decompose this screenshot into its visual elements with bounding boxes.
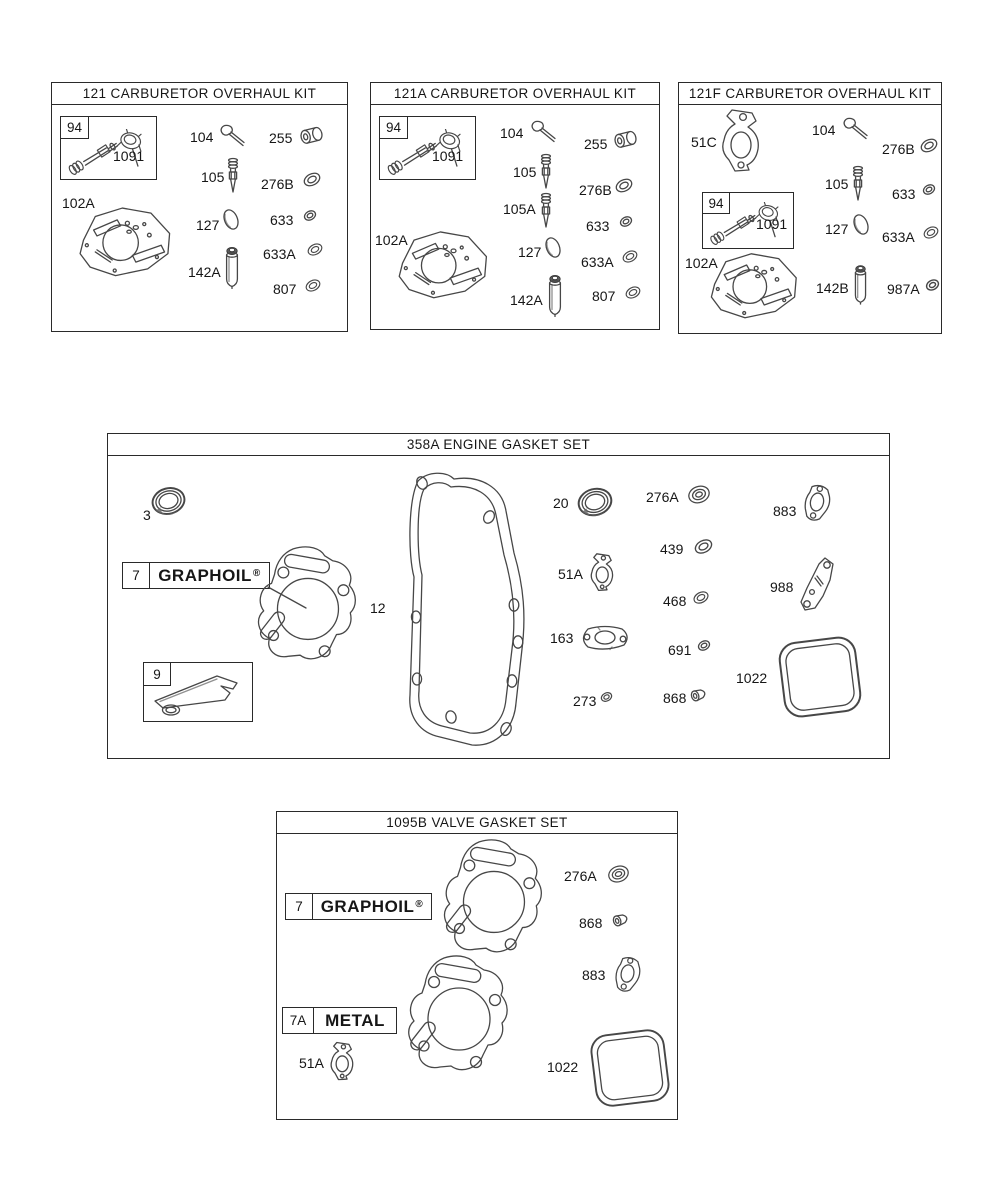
kit-121F-title: 121F CARBURETOR OVERHAUL KIT bbox=[679, 83, 941, 105]
part-label-20: 20 bbox=[553, 495, 569, 511]
part-label-105: 105 bbox=[201, 169, 225, 185]
diaphragm-disc-icon bbox=[851, 213, 871, 236]
fuel-filter-icon bbox=[547, 274, 563, 317]
set-1095B-title: 1095B VALVE GASKET SET bbox=[277, 812, 677, 834]
plug-cap-icon bbox=[689, 687, 708, 703]
part-label-94: 94 bbox=[702, 192, 730, 214]
part-label-102A: 102A bbox=[685, 255, 718, 271]
set-1095B-box bbox=[276, 811, 678, 1120]
part-label-807: 807 bbox=[273, 281, 297, 297]
part-label-276B: 276B bbox=[579, 182, 612, 198]
kit-121A-group-94-box bbox=[379, 116, 476, 180]
o-ring-icon bbox=[624, 285, 642, 300]
part-label-633: 633 bbox=[270, 212, 294, 228]
o-ring-icon bbox=[693, 537, 714, 556]
intake-flange-gasket-icon bbox=[716, 107, 762, 172]
part-label-102A: 102A bbox=[62, 195, 95, 211]
choke-link-icon bbox=[841, 116, 869, 140]
part-label-633: 633 bbox=[892, 186, 916, 202]
metal-label: METAL bbox=[325, 1010, 385, 1030]
kit-121F-group-94-box bbox=[702, 192, 794, 249]
choke-link-icon bbox=[218, 123, 246, 147]
part-label-868: 868 bbox=[579, 915, 603, 931]
graphoil-label: GRAPHOIL ® bbox=[158, 565, 261, 585]
part-label-276B: 276B bbox=[261, 176, 294, 192]
exhaust-gasket-icon bbox=[801, 481, 834, 524]
part-label-94: 94 bbox=[60, 116, 89, 139]
part-label-7: 7 bbox=[123, 563, 150, 588]
part-label-273: 273 bbox=[573, 693, 597, 709]
exhaust-gasket-icon bbox=[612, 953, 644, 995]
kit-121F-box bbox=[678, 82, 942, 334]
dipstick-tube-seal-icon bbox=[147, 669, 248, 718]
valve-cover-gasket-icon bbox=[586, 1024, 674, 1112]
fuel-filter-icon bbox=[224, 246, 240, 289]
part-label-1022: 1022 bbox=[547, 1059, 579, 1075]
set-358A-title: 358A ENGINE GASKET SET bbox=[108, 434, 889, 456]
seal-ring-icon bbox=[619, 215, 633, 228]
part-label-988: 988 bbox=[770, 579, 794, 595]
part-label-255: 255 bbox=[269, 130, 293, 146]
group-9-box bbox=[143, 662, 253, 722]
part-label-51A: 51A bbox=[558, 566, 583, 582]
part-label-807: 807 bbox=[592, 288, 616, 304]
cylinder-head-gasket-icon bbox=[251, 543, 361, 667]
set-358A-box bbox=[107, 433, 890, 759]
o-ring-icon bbox=[306, 242, 324, 257]
intake-flange-gasket-icon bbox=[587, 552, 615, 591]
part-label-104: 104 bbox=[812, 122, 836, 138]
carburetor-plate-gasket-icon bbox=[704, 249, 802, 321]
bracket-gasket-icon bbox=[799, 556, 835, 613]
cylinder-head-gasket-icon bbox=[437, 836, 547, 960]
part-label-868: 868 bbox=[663, 690, 687, 706]
seal-ring-icon bbox=[696, 639, 712, 652]
grommet-ring-icon bbox=[606, 863, 631, 885]
o-ring-icon bbox=[302, 171, 322, 188]
part-label-142A: 142A bbox=[188, 264, 221, 280]
part-label-7A: 7A bbox=[283, 1008, 314, 1033]
kit-121A-title: 121A CARBURETOR OVERHAUL KIT bbox=[371, 83, 659, 105]
part-label-105: 105 bbox=[825, 176, 849, 192]
kit-121-title: 121 CARBURETOR OVERHAUL KIT bbox=[52, 83, 347, 105]
part-label-127: 127 bbox=[825, 221, 849, 237]
part-label-691: 691 bbox=[668, 642, 692, 658]
part-label-633A: 633A bbox=[581, 254, 614, 270]
cylinder-head-gasket-icon bbox=[402, 952, 512, 1078]
part-label-276A: 276A bbox=[564, 868, 597, 884]
plug-cap-icon bbox=[611, 912, 630, 928]
needle-valve-icon bbox=[851, 165, 865, 202]
intake-flange-gasket-icon bbox=[327, 1040, 355, 1081]
part-label-1022: 1022 bbox=[736, 670, 768, 686]
seal-ring-icon bbox=[922, 183, 936, 196]
part-label-12: 12 bbox=[370, 600, 386, 616]
kit-121A-box bbox=[370, 82, 660, 330]
part-label-255: 255 bbox=[584, 136, 608, 152]
part-label-127: 127 bbox=[196, 217, 220, 233]
part-label-9: 9 bbox=[143, 662, 171, 686]
part-label-439: 439 bbox=[660, 541, 684, 557]
part-label-102A: 102A bbox=[375, 232, 408, 248]
part-label-1091: 1091 bbox=[432, 148, 464, 164]
part-label-987A: 987A bbox=[887, 281, 920, 297]
o-ring-icon bbox=[922, 225, 940, 240]
graphoil-material-box bbox=[122, 562, 270, 589]
o-ring-icon bbox=[304, 278, 322, 293]
part-label-1091: 1091 bbox=[113, 148, 145, 164]
seal-ring-icon bbox=[924, 278, 941, 292]
part-label-105: 105 bbox=[513, 164, 537, 180]
kit-121-box bbox=[51, 82, 348, 332]
graphoil-material-box bbox=[285, 893, 432, 920]
needle-valve-icon bbox=[539, 153, 553, 190]
carburetor-plate-gasket-icon bbox=[391, 227, 493, 301]
oil-seal-icon bbox=[148, 481, 190, 522]
part-label-163: 163 bbox=[550, 630, 574, 646]
part-label-883: 883 bbox=[582, 967, 606, 983]
registered-mark: ® bbox=[252, 568, 261, 579]
part-label-276A: 276A bbox=[646, 489, 679, 505]
bushing-icon bbox=[298, 125, 325, 146]
seal-ring-icon bbox=[600, 690, 613, 704]
part-label-883: 883 bbox=[773, 503, 797, 519]
choke-link-icon bbox=[529, 119, 557, 143]
o-ring-icon bbox=[692, 589, 710, 606]
part-label-3: 3 bbox=[143, 507, 151, 523]
metal-material-box bbox=[282, 1007, 397, 1034]
bushing-icon bbox=[612, 129, 639, 150]
part-label-1091: 1091 bbox=[756, 216, 788, 232]
part-label-633A: 633A bbox=[882, 229, 915, 245]
part-label-51A: 51A bbox=[299, 1055, 324, 1071]
part-label-104: 104 bbox=[500, 125, 524, 141]
part-label-276B: 276B bbox=[882, 141, 915, 157]
o-ring-icon bbox=[614, 177, 634, 194]
part-label-7: 7 bbox=[286, 894, 313, 919]
part-label-633A: 633A bbox=[263, 246, 296, 262]
part-label-142A: 142A bbox=[510, 292, 543, 308]
part-label-104: 104 bbox=[190, 129, 214, 145]
part-label-51C: 51C bbox=[691, 134, 717, 150]
part-label-127: 127 bbox=[518, 244, 542, 260]
part-label-633: 633 bbox=[586, 218, 610, 234]
part-label-105A: 105A bbox=[503, 201, 536, 217]
valve-cover-gasket-icon bbox=[775, 631, 865, 723]
needle-valve-icon bbox=[539, 192, 553, 229]
o-ring-icon bbox=[621, 249, 639, 264]
seal-ring-icon bbox=[303, 209, 317, 222]
part-label-94: 94 bbox=[379, 116, 408, 139]
part-label-142B: 142B bbox=[816, 280, 849, 296]
part-label-468: 468 bbox=[663, 593, 687, 609]
crankcase-gasket-icon bbox=[384, 467, 532, 759]
diaphragm-disc-icon bbox=[221, 208, 241, 231]
graphoil-label: GRAPHOIL ® bbox=[320, 896, 424, 916]
needle-valve-icon bbox=[226, 157, 240, 194]
carburetor-plate-gasket-icon bbox=[72, 203, 176, 279]
kit-121-group-94-box bbox=[60, 116, 157, 180]
o-ring-icon bbox=[919, 137, 939, 154]
registered-mark: ® bbox=[415, 899, 424, 910]
fuel-filter-icon bbox=[853, 264, 868, 305]
diaphragm-disc-icon bbox=[543, 236, 563, 259]
grommet-ring-icon bbox=[686, 483, 712, 506]
carburetor-mount-gasket-icon bbox=[578, 624, 632, 653]
oil-seal-icon bbox=[574, 482, 617, 523]
